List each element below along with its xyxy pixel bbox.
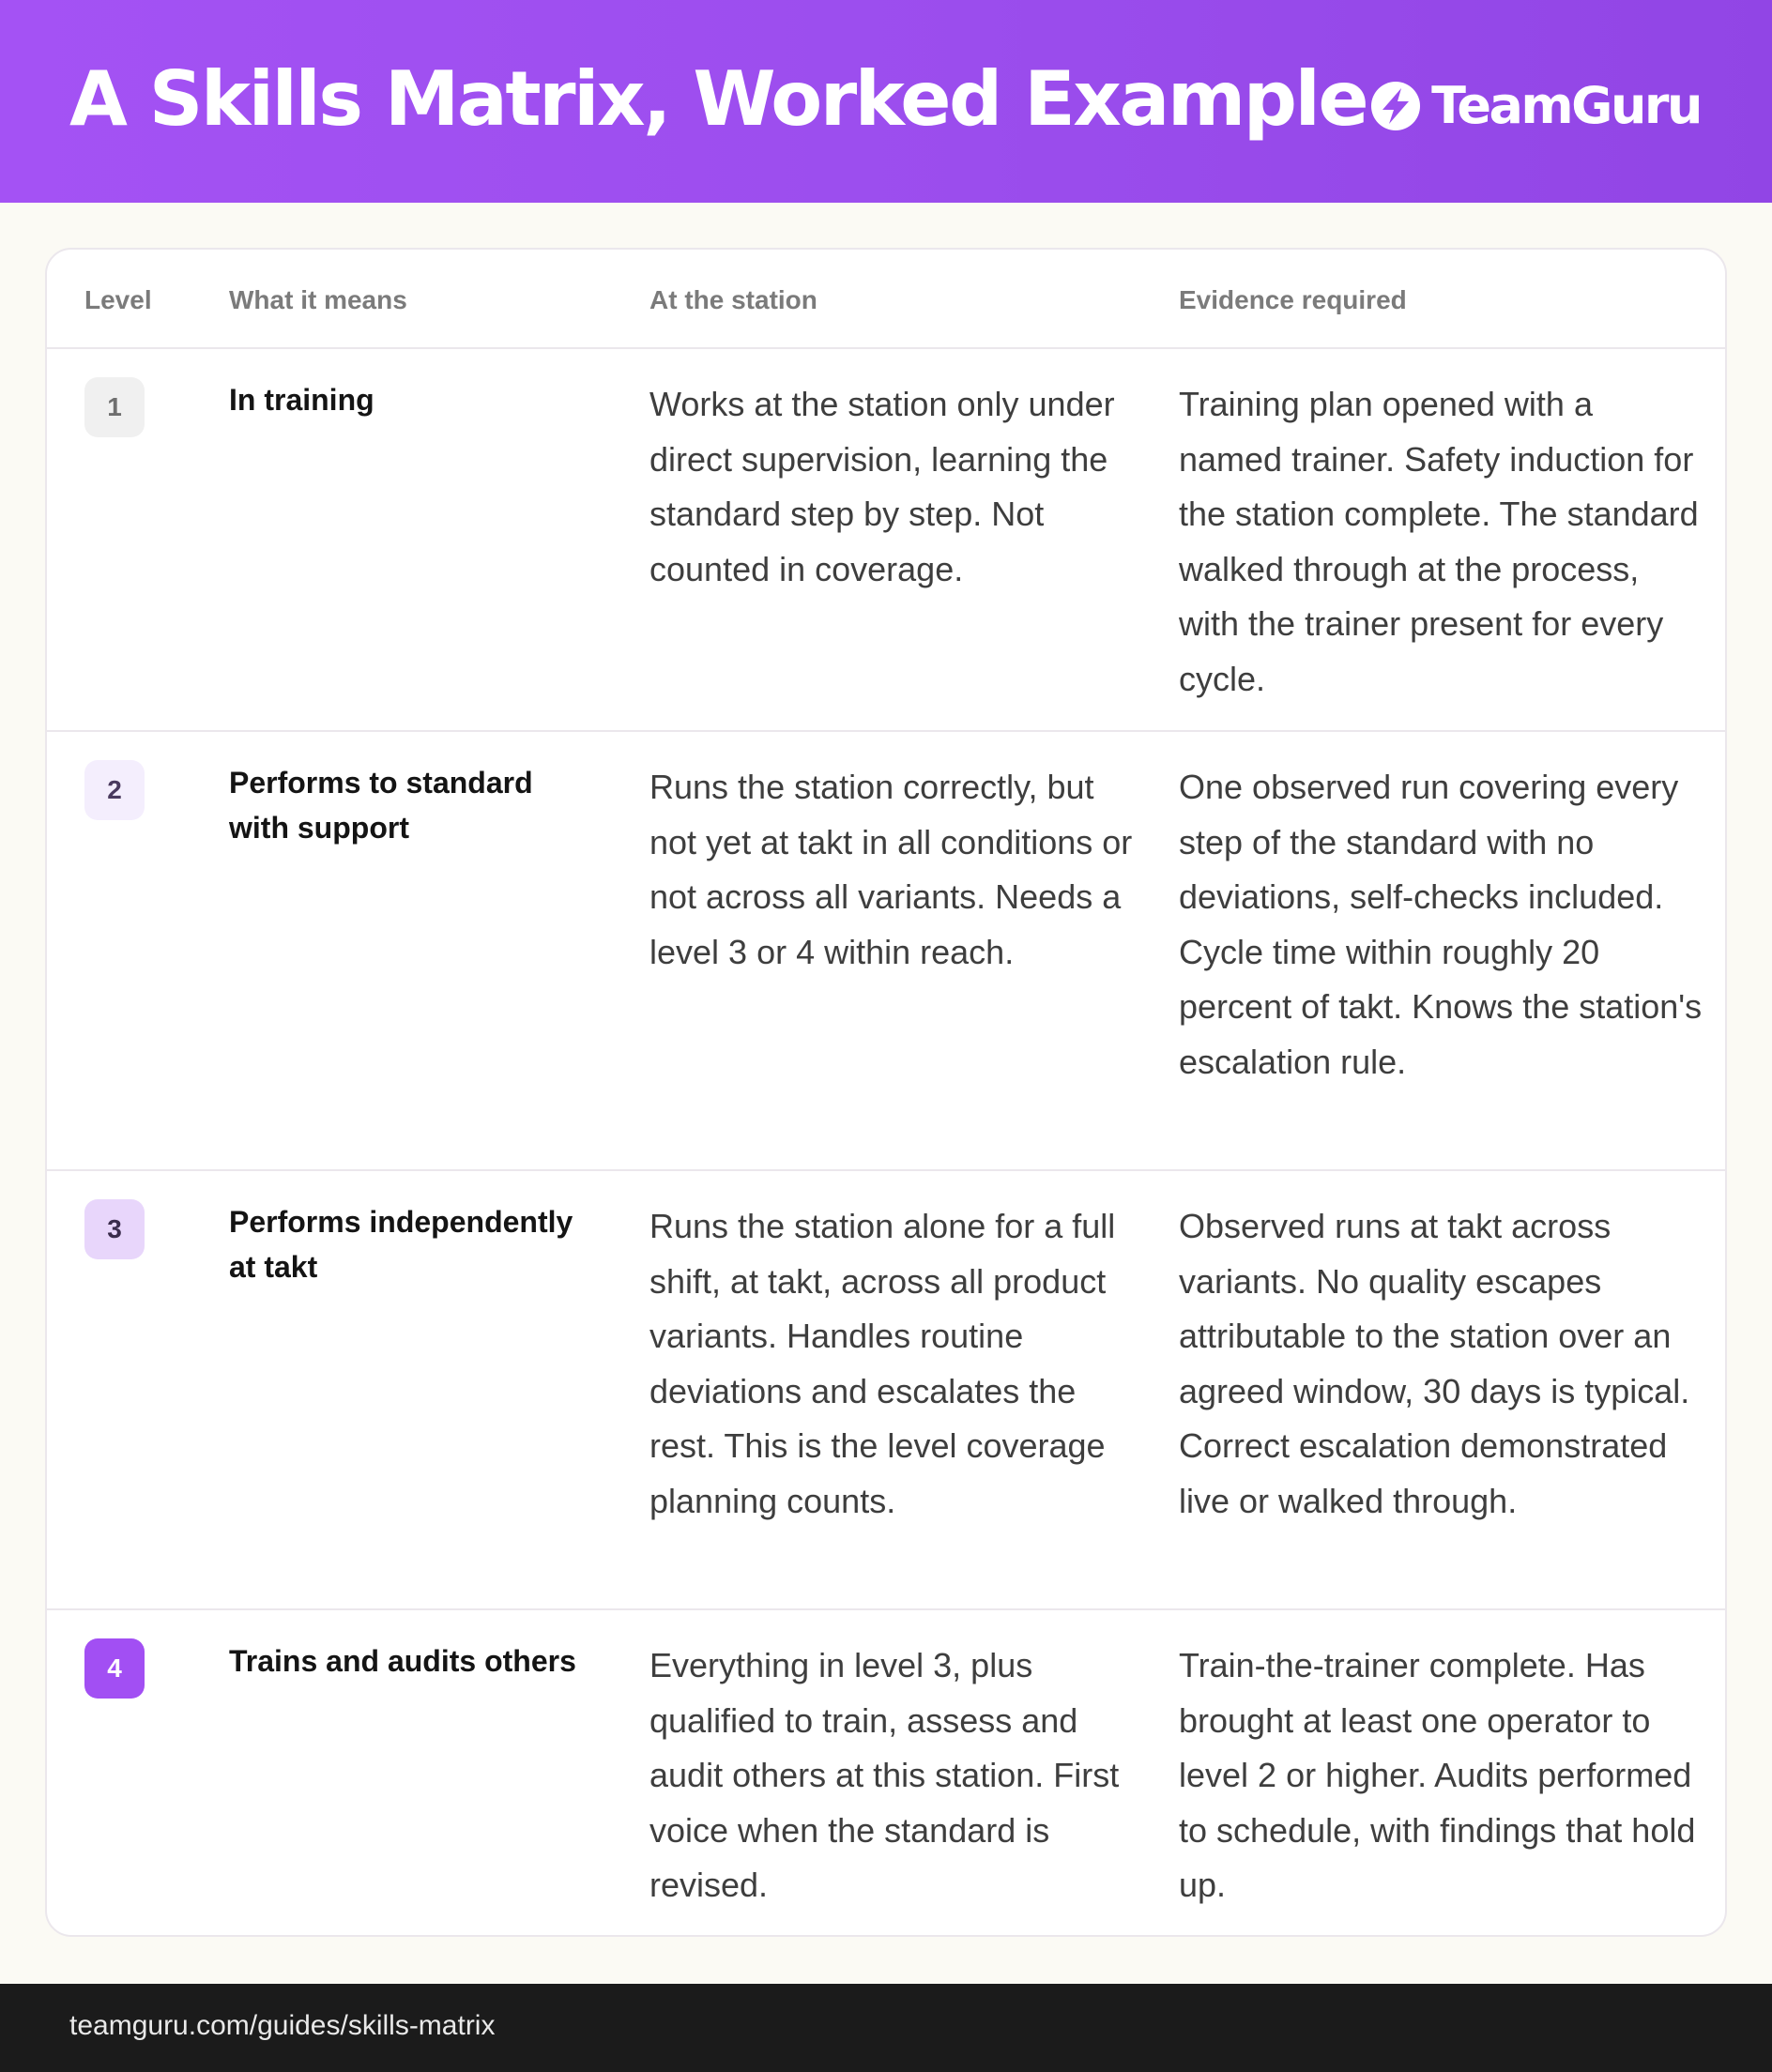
evidence-required-text: Training plan opened with a named trainer. Safety induction for the station complete. The standard walked through at the process, with the trainer present for every cycle.	[1179, 385, 1699, 698]
footer-url: teamguru.com/guides/skills-matrix	[69, 2010, 496, 2041]
table-header-row	[47, 250, 1725, 349]
column-header-evidence: Evidence required	[1179, 285, 1407, 314]
table-row-level-4	[47, 1610, 1725, 1937]
column-header-level: Level	[84, 285, 152, 314]
evidence-required-text: Train-the-trainer complete. Has brought at least one operator to level 2 or higher. Audits performed to schedule, with findings that hold up.	[1179, 1646, 1696, 1904]
at-the-station-text: Everything in level 3, plus qualified to train, assess and audit others at this station. First voice when the standard is revised.	[649, 1646, 1120, 1904]
brand-logo	[1369, 77, 1701, 135]
level-badge: 3	[84, 1199, 145, 1259]
table-row-level-2	[47, 732, 1725, 1171]
footer-bar	[0, 1984, 1772, 2072]
column-header-meaning: What it means	[229, 285, 407, 314]
level-badge: 4	[84, 1638, 145, 1699]
at-the-station-text: Runs the station correctly, but not yet at takt in all conditions or not across all variants. Needs a level 3 or 4 within reach.	[649, 768, 1133, 971]
brand-name: TeamGuru	[1431, 76, 1701, 135]
level-badge: 2	[84, 760, 145, 820]
level-meaning: Trains and audits others	[229, 1644, 576, 1678]
evidence-required-text: One observed run covering every step of the standard with no deviations, self-checks included. Cycle time within roughly 20 percent of takt. Knows the station's escalation rule.	[1179, 768, 1703, 1081]
table-row-level-1	[47, 349, 1725, 732]
column-header-station: At the station	[649, 285, 817, 314]
level-meaning: Performs to standard with support	[229, 766, 533, 845]
level-meaning: In training	[229, 383, 374, 417]
level-badge: 1	[84, 377, 145, 437]
table-row-level-3	[47, 1171, 1725, 1610]
page-title: A Skills Matrix, Worked Example	[69, 55, 1367, 143]
header-banner	[0, 0, 1772, 203]
evidence-required-text: Observed runs at takt across variants. No quality escapes attributable to the station over an agreed window, 30 days is typical. Correct escalation demonstrated live or walked through.	[1179, 1207, 1690, 1520]
level-meaning: Performs independently at takt	[229, 1205, 573, 1284]
at-the-station-text: Runs the station alone for a full shift, at takt, across all product variants. Handles routine deviations and escalates the rest. This is the level coverage planning counts.	[649, 1207, 1116, 1520]
skills-matrix-table	[45, 248, 1727, 1937]
at-the-station-text: Works at the station only under direct supervision, learning the standard step by step. Not counted in coverage.	[649, 385, 1115, 588]
teamguru-logo-icon	[1369, 80, 1422, 132]
